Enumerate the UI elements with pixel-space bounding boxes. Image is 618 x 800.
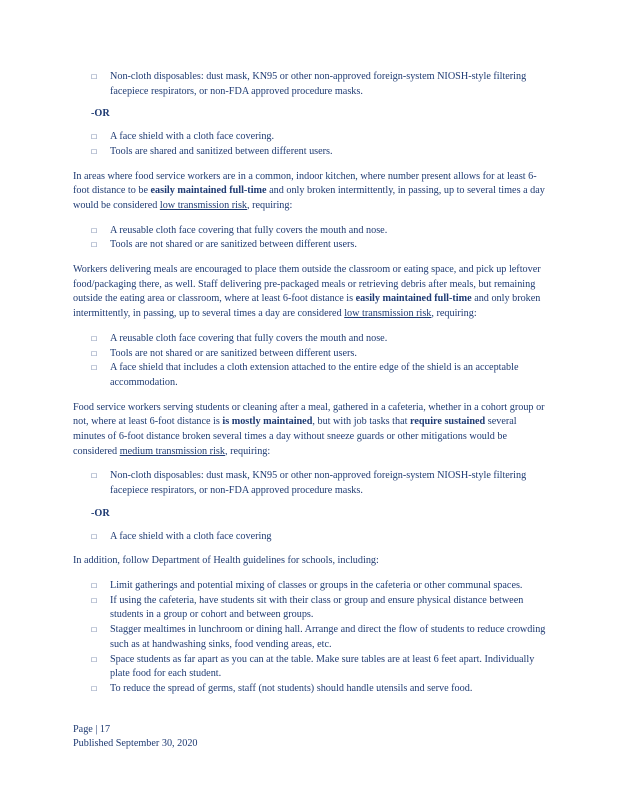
list-item: □ A face shield that includes a cloth extension attached to the entire edge of the shield is an acceptable accommodation. <box>91 362 519 388</box>
list-item: □ Tools are not shared or are sanitized between different users. <box>73 347 551 362</box>
list-item: □ A reusable cloth face covering that fully covers the mouth and nose. <box>73 332 551 347</box>
bullet-icon: □ <box>91 72 97 81</box>
bullet-list-1 <box>73 70 551 99</box>
bullet-list-3 <box>73 224 551 253</box>
list-item: □ Space students as far apart as you can at the table. Make sure tables are at least 6 feet apart. Individually plate food for each student. <box>91 653 535 680</box>
list-item: □ Non-cloth disposables: dust mask, KN95 or other non-approved foreign-system NIOSH-style filtering facepiece respirators, or non-FDA approved procedure masks. <box>91 470 527 497</box>
or-label: -OR <box>91 507 110 519</box>
list-item: □ Tools are not shared or are sanitized between different users. <box>73 238 551 253</box>
list-item: □ Stagger mealtimes in lunchroom or dining hall. Arrange and direct the flow of students to reduce crowding such as at handwashing sinks, food vending areas, etc. <box>91 624 546 650</box>
bullet-icon: □ <box>91 132 97 142</box>
paragraph-delivery: Workers delivering meals are encouraged to place them outside the classroom or eating space, and pick up leftover food/packaging there, as well. Staff delivering pre-packaged meals or retrieving debris after meals, but remaining outside the eating area or classroom, where at least 6-foot distance is easily maintained full-time and only broken intermittently, in passing, up to several times a day are considered low transmission risk, requiring: <box>73 264 541 320</box>
page-number: Page | 17 <box>73 724 111 735</box>
list-item: □ A face shield with a cloth face covering <box>73 530 551 545</box>
bullet-icon: □ <box>91 683 97 693</box>
bullet-icon: □ <box>91 625 97 635</box>
or-label: -OR <box>91 108 110 120</box>
bullet-icon: □ <box>91 146 97 156</box>
bullet-icon: □ <box>91 595 97 605</box>
bullet-icon: □ <box>91 348 97 358</box>
bullet-icon: □ <box>91 225 97 235</box>
document-body <box>73 70 551 697</box>
bullet-icon: □ <box>91 531 97 541</box>
page-footer <box>73 723 198 750</box>
list-item: □ A reusable cloth face covering that fully covers the mouth and nose. <box>73 224 551 239</box>
paragraph-cafeteria: Food service workers serving students or cleaning after a meal, gathered in a cafeteria, whether in a cohort group or not, where at least 6-foot distance is is mostly maintained, but with job tasks that require sustained several minutes of 6-foot distance broken several times a day without sneeze guards or other mitigations would be considered medium transmission risk, requiring: <box>73 401 545 457</box>
list-item: □ Non-cloth disposables: dust mask, KN95 or other non-approved foreign-system NIOSH-style filtering facepiece respirators, or non-FDA approved procedure masks. <box>91 71 527 97</box>
bullet-list-5 <box>73 469 551 498</box>
paragraph-kitchen: In areas where food service workers are in a common, indoor kitchen, where number present allows for at least 6-foot distance to be easily maintained full-time and only broken intermittently, in passing, up to several times a day would be considered low transmission risk, requiring: <box>73 170 545 211</box>
bullet-list-2 <box>73 130 551 159</box>
paragraph-doh: In addition, follow Department of Health guidelines for schools, including: <box>73 555 379 567</box>
bullet-icon: □ <box>91 333 97 343</box>
bullet-icon: □ <box>91 240 97 250</box>
bullet-list-6 <box>73 530 551 545</box>
published-date: Published September 30, 2020 <box>73 737 198 749</box>
bullet-icon: □ <box>91 363 97 373</box>
bullet-icon: □ <box>91 654 97 664</box>
bullet-list-7 <box>73 579 551 697</box>
list-item: □ A face shield with a cloth face covering. <box>73 130 551 145</box>
list-item: □ To reduce the spread of germs, staff (not students) should handle utensils and serve food. <box>73 682 551 697</box>
list-item: □ Tools are shared and sanitized between different users. <box>73 145 551 160</box>
list-item: □ Limit gatherings and potential mixing of classes or groups in the cafeteria or other communal spaces. <box>73 579 551 594</box>
list-item: □ If using the cafeteria, have students sit with their class or group and ensure physical distance between students in a group or cohort and between groups. <box>91 594 524 621</box>
bullet-list-4 <box>73 332 551 391</box>
bullet-icon: □ <box>91 580 97 590</box>
bullet-icon: □ <box>91 471 97 481</box>
